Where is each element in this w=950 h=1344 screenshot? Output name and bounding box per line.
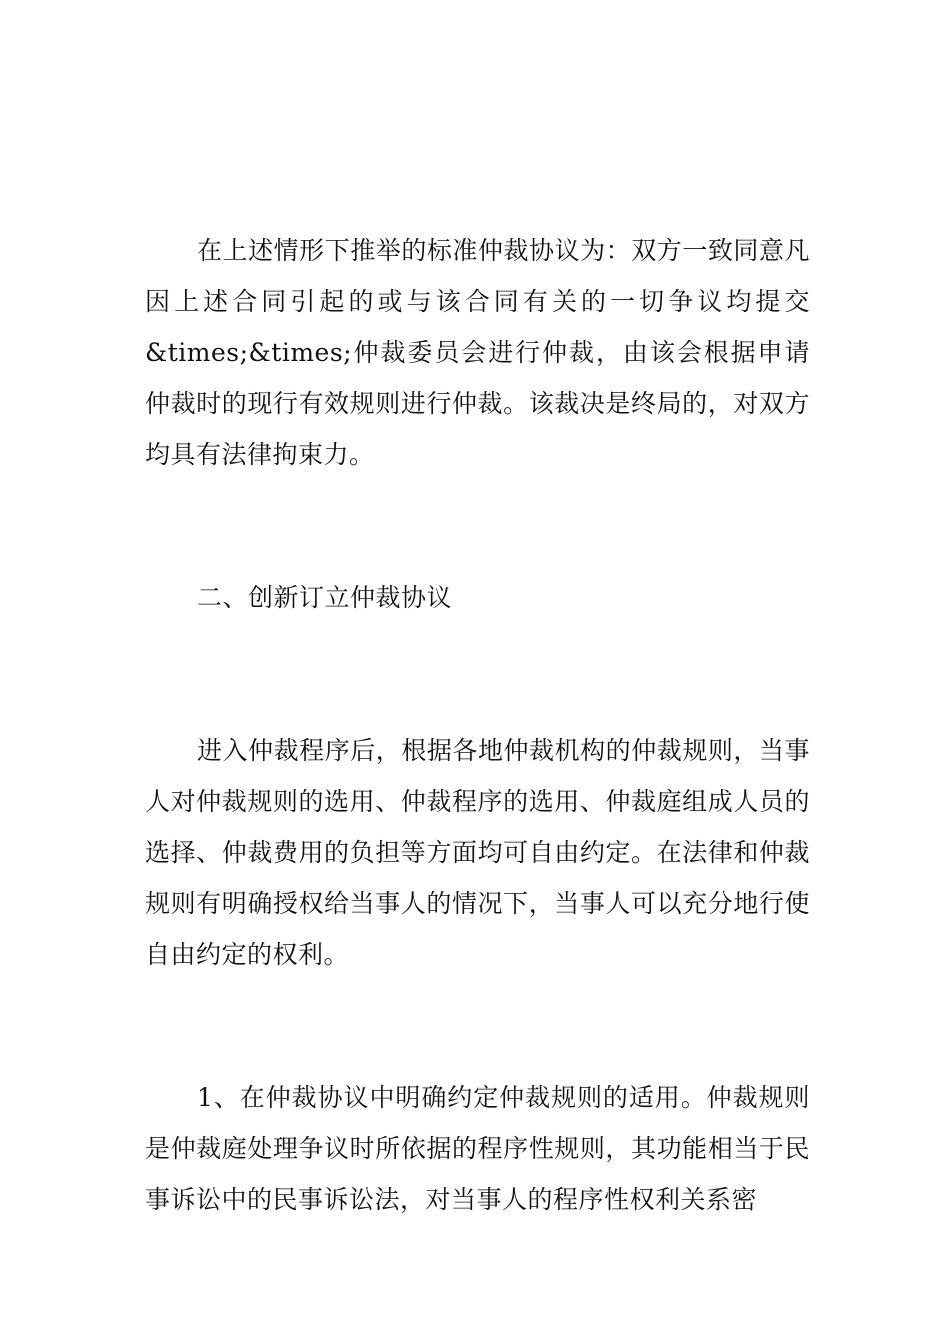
paragraph-standard-arbitration-agreement: 在上述情形下推举的标准仲裁协议为：双方一致同意凡因上述合同引起的或与该合同有关的一切争议均提交&times;&times;仲裁委员会进行仲裁，由该会根据申请仲裁时的现行有效规则进行仲裁。该裁决是终局的，对双方均具有法律拘束力。 bbox=[145, 236, 810, 469]
paragraph-arbitration-procedure: 进入仲裁程序后，根据各地仲裁机构的仲裁规则，当事人对仲裁规则的选用、仲裁程序的选用、仲裁庭组成人员的选择、仲裁费用的负担等方面均可自由约定。在法律和仲裁规则有明确授权给当事人的情况下，当事人可以充分地行使自由约定的权利。 bbox=[145, 736, 810, 969]
paragraph-arbitration-rules: 1、在仲裁协议中明确约定仲裁规则的适用。仲裁规则是仲裁庭处理争议时所依据的程序性规则，其功能相当于民事诉讼中的民事诉讼法，对当事人的程序性权利关系密 bbox=[145, 1083, 810, 1214]
section-heading: 二、创新订立仲裁协议 bbox=[197, 583, 453, 612]
